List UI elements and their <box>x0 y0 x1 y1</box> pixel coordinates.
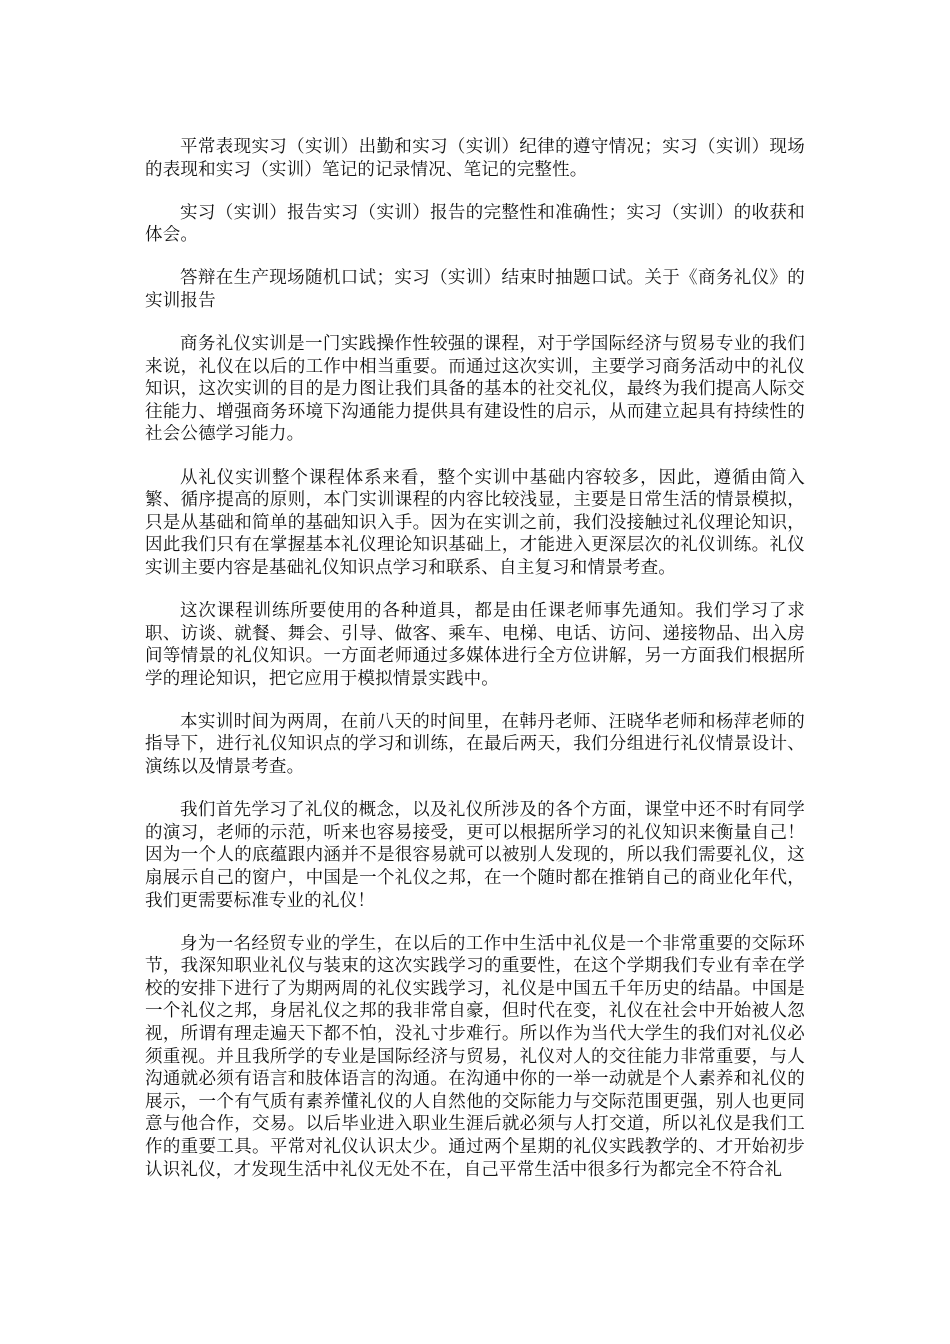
paragraph-concept: 我们首先学习了礼仪的概念，以及礼仪所涉及的各个方面，课堂中还不时有同学的演习，老师的示范，听来也容易接受，更可以根据所学习的礼仪知识来衡量自己！因为一个人的底蕴跟内涵并不是很容易就可以被别人发现的，所以我们需要礼仪，这扇展示自己的窗户，中国是一个礼仪之邦，在一个随时都在推销自己的商业化年代，我们更需要标准专业的礼仪！ <box>145 800 805 911</box>
document-page <box>145 136 805 1181</box>
paragraph-intro: 商务礼仪实训是一门实践操作性较强的课程，对于学国际经济与贸易专业的我们来说，礼仪在以后的工作中相当重要。而通过这次实训，主要学习商务活动中的礼仪知识，这次实训的目的是力图让我们具备的基本的社交礼仪，最终为我们提高人际交往能力、增强商务环境下沟通能力提供具有建设性的启示，从而建立起具有持续性的社会公德学习能力。 <box>145 334 805 445</box>
paragraph-performance: 平常表现实习（实训）出勤和实习（实训）纪律的遵守情况；实习（实训）现场的表现和实习（实训）笔记的记录情况、笔记的完整性。 <box>145 137 805 180</box>
paragraph-reflection: 身为一名经贸专业的学生，在以后的工作中生活中礼仪是一个非常重要的交际环节，我深知职业礼仪与装束的这次实践学习的重要性，在这个学期我们专业有幸在学校的安排下进行了为期两周的礼仪实践学习，礼仪是中国五千年历史的结晶。中国是一个礼仪之邦，身居礼仪之邦的我非常自豪，但时代在变，礼仪在社会中开始被人忽视，所谓有理走遍天下都不怕，没礼寸步难行。所以作为当代大学生的我们对礼仪必须重视。并且我所学的专业是国际经济与贸易，礼仪对人的交往能力非常重要，与人沟通就必须有语言和肢体语言的沟通。在沟通中你的一举一动就是个人素养和礼仪的展示，一个有气质有素养懂礼仪的人自然他的交际能力与交际范围更强，别人也更同意与他合作，交易。以后毕业进入职业生涯后就必须与人打交道，所以礼仪是我们工作的重要工具。平常对礼仪认识太少。通过两个星期的礼仪实践教学的、才开始初步认识礼仪，才发现生活中礼仪无处不在，自己平常生活中很多行为都完全不符合礼 <box>145 933 805 1180</box>
paragraph-curriculum: 从礼仪实训整个课程体系来看，整个实训中基础内容较多，因此，遵循由简入繁、循序提高的原则，本门实训课程的内容比较浅显，主要是日常生活的情景模拟，只是从基础和简单的基础知识入手。因为在实训之前，我们没接触过礼仪理论知识，因此我们只有在掌握基本礼仪理论知识基础上，才能进入更深层次的礼仪训练。礼仪实训主要内容是基础礼仪知识点学习和联系、自主复习和情景考查。 <box>145 467 805 578</box>
paragraph-defense: 答辩在生产现场随机口试；实习（实训）结束时抽题口试。关于《商务礼仪》的实训报告 <box>145 268 805 311</box>
paragraph-schedule: 本实训时间为两周，在前八天的时间里，在韩丹老师、汪晓华老师和杨萍老师的指导下，进行礼仪知识点的学习和训练，在最后两天，我们分组进行礼仪情景设计、演练以及情景考查。 <box>145 711 805 778</box>
paragraph-props: 这次课程训练所要使用的各种道具，都是由任课老师事先通知。我们学习了求职、访谈、就餐、舞会、引导、做客、乘车、电梯、电话、访问、递接物品、出入房间等情景的礼仪知识。一方面老师通过多媒体进行全方位讲解，另一方面我们根据所学的理论知识，把它应用于模拟情景实践中。 <box>145 601 805 689</box>
paragraph-report: 实习（实训）报告实习（实训）报告的完整性和准确性；实习（实训）的收获和体会。 <box>145 202 805 246</box>
